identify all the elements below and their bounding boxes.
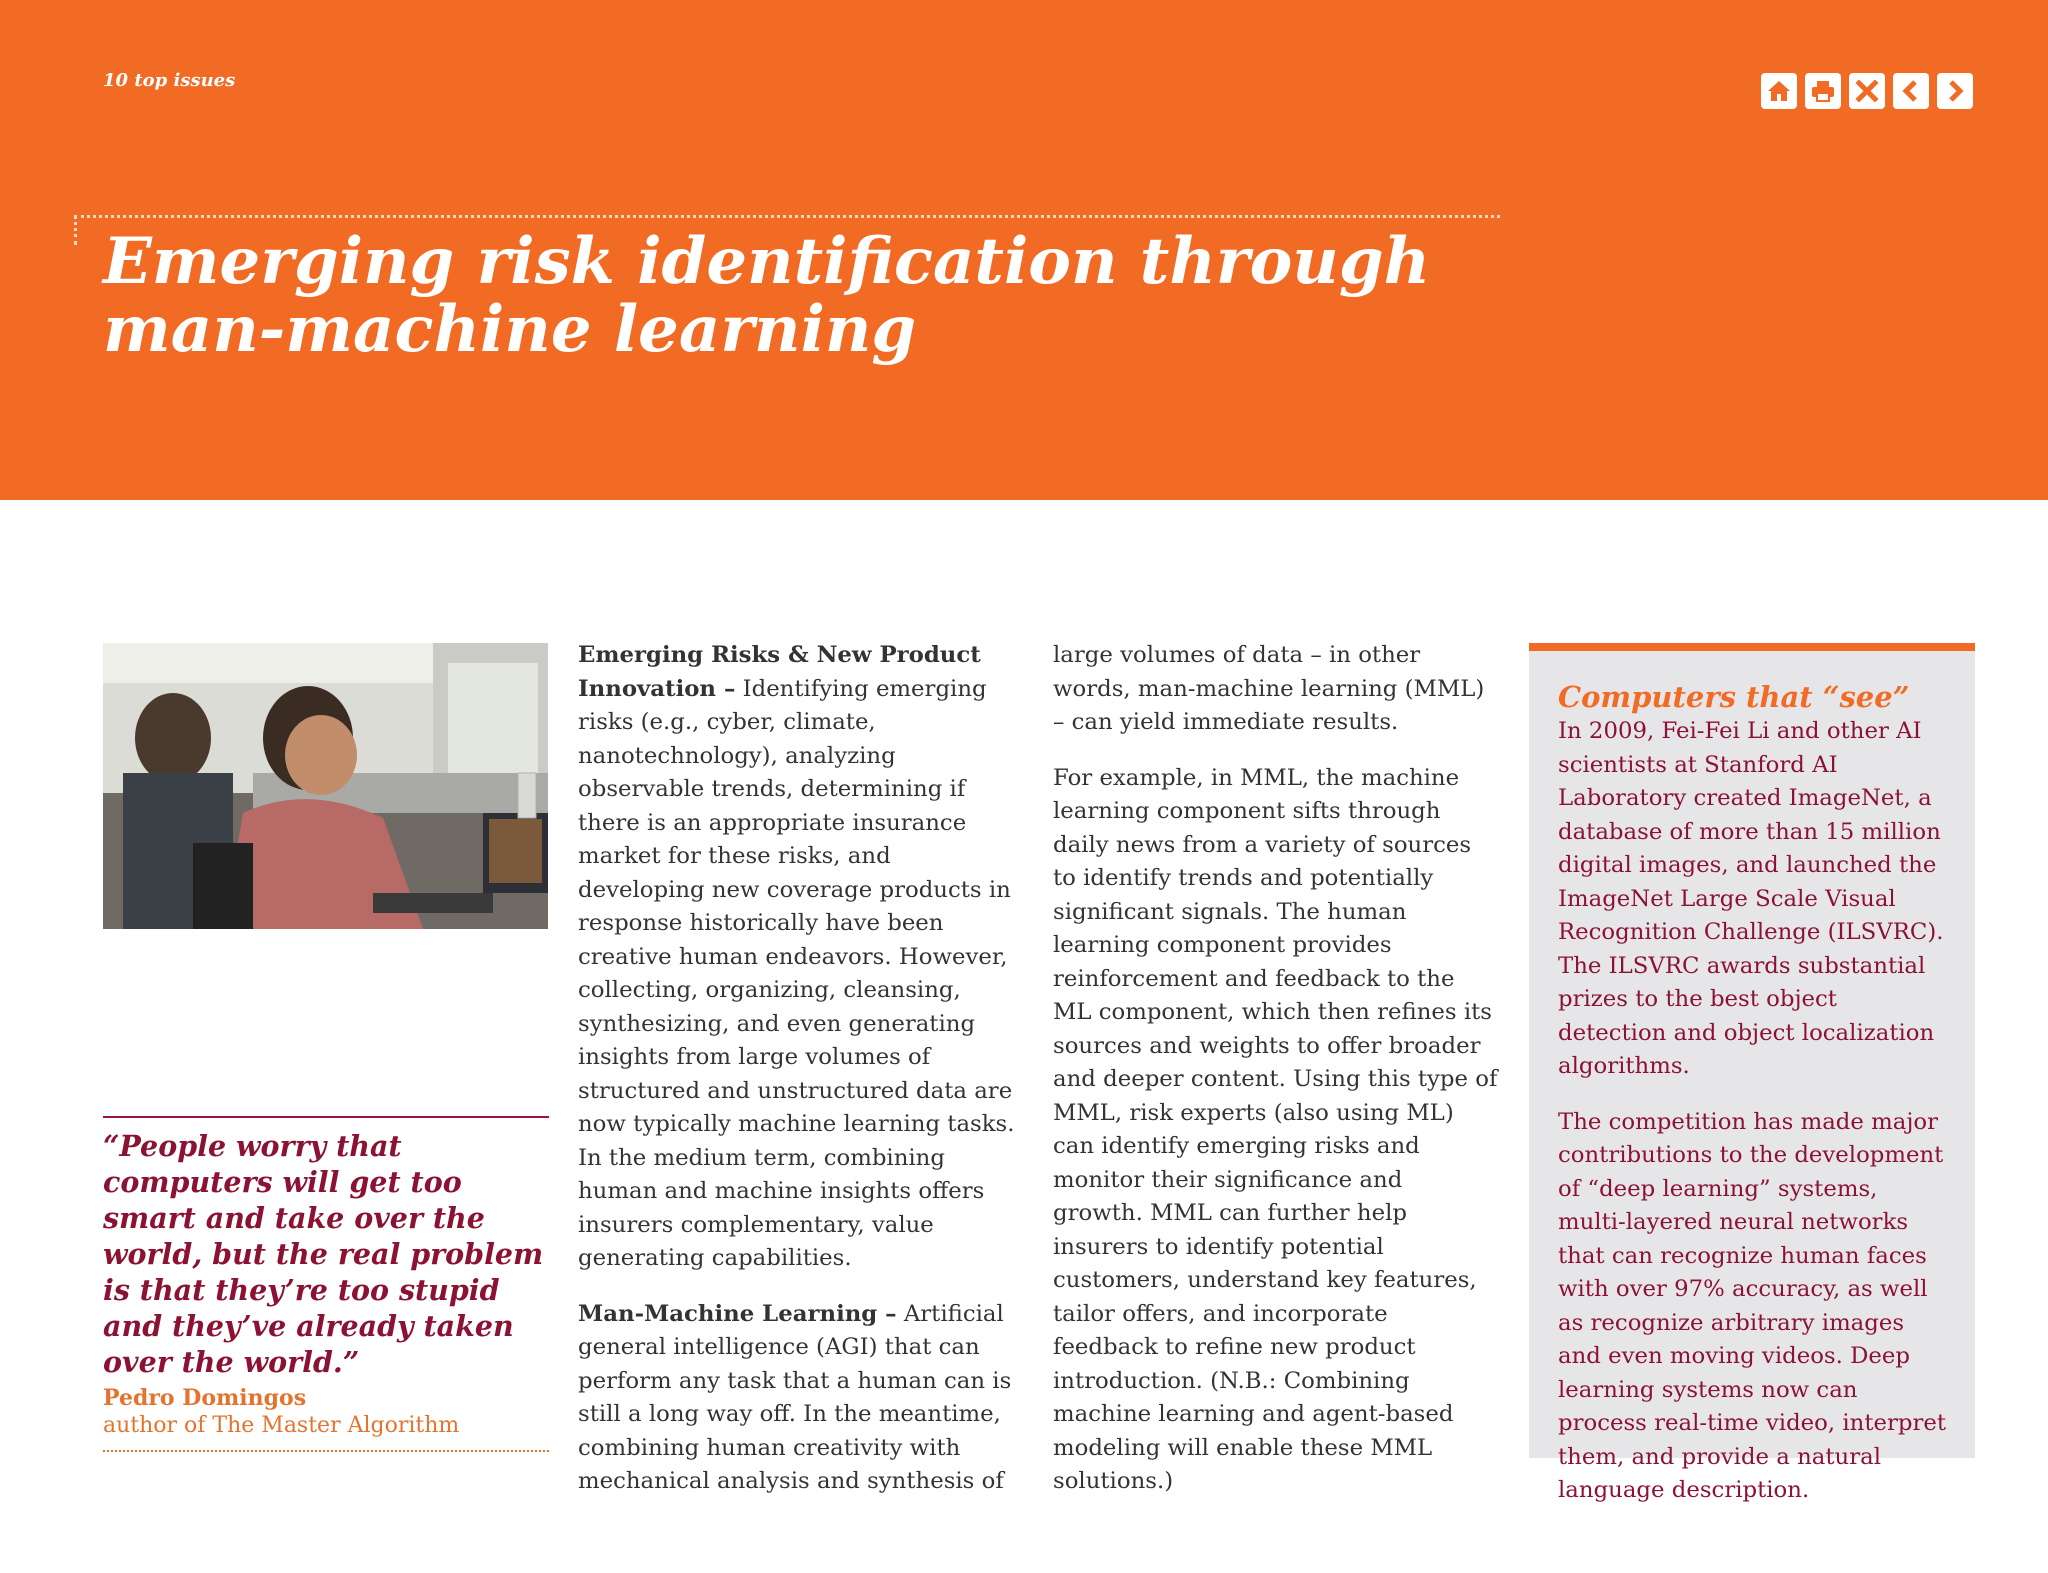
page-title-line-2: man-machine learning [103, 292, 917, 367]
paragraph-heading: Man-Machine Learning – [578, 1300, 897, 1327]
quote-author: Pedro Domingos [103, 1385, 307, 1411]
quote-top-rule [103, 1116, 549, 1118]
chevron-right-icon [1942, 78, 1968, 104]
paragraph-emerging-risks [578, 639, 1023, 1276]
article-column-1 [578, 639, 1023, 1521]
sidebar-paragraph-1: In 2009, Fei-Fei Li and other AI scientists at Stanford AI Laboratory created ImageNet, a database of more than 15 million digital images, and launched the ImageNet Large Scale Visual Recognition Challenge (ILSVRC). The ILSVRC awards substantial prizes to the best object detection and object localization algorithms. [1558, 718, 1944, 1079]
home-icon [1766, 78, 1792, 104]
paragraph-body: Artificial general intelligence (AGI) that can perform any task that a human can is still a long way off. In the meantime, combining human creativity with mechanical analysis and synthesis of [578, 1300, 1012, 1494]
sidebar-box [1529, 643, 1975, 1503]
office-workers-photo [103, 643, 548, 929]
print-button[interactable] [1805, 73, 1841, 109]
page-title-line-1: Emerging risk identification through [103, 224, 1431, 299]
paragraph-man-machine-learning [578, 1298, 1023, 1499]
section-label: 10 top issues [103, 70, 236, 91]
office-workers-illustration [103, 643, 548, 929]
chevron-left-icon [1898, 78, 1924, 104]
quote-author-role: author of The Master Algorithm [103, 1413, 460, 1438]
quote-text: “People worry that computers will get too smart and take over the world, but the real problem is that they’re too stupid and they’ve already taken over the world.” [103, 1129, 544, 1379]
paragraph-heading: Emerging Risks & New Product Innovation – [578, 642, 981, 702]
article-column-2 [1053, 639, 1498, 1521]
paragraph-continuation: large volumes of data – in other words, man-machine learning (MML) – can yield immediate results. [1053, 642, 1485, 735]
close-icon [1854, 78, 1880, 104]
home-button[interactable] [1761, 73, 1797, 109]
title-dotted-rule [74, 215, 1500, 218]
sidebar-paragraph-2: The competition has made major contributions to the development of “deep learning” systems, multi-layered neural networks that can recognize human faces with over 97% accuracy, as well as recognize arbitrary images and even moving videos. Deep learning systems now can process real-time video, interpret them, and provide a natural language description. [1558, 1108, 1947, 1503]
close-button[interactable] [1849, 73, 1885, 109]
paragraph-body: Identifying emerging risks (e.g., cyber, climate, nanotechnology), analyzing observable trends, determining if there is an appropriate insurance market for these risks, and developing new coverage products in response historically have been creative human endeavors. However, collecting, organizing, cleansing, synthesizing, and even generating insights from large volumes of structured and unstructured data are now typically machine learning tasks. In the medium term, combining human and machine insights offers insurers complementary, value generating capabilities. [578, 675, 1015, 1271]
previous-page-button[interactable] [1893, 73, 1929, 109]
title-dotted-rule-vertical [74, 215, 77, 245]
header-banner [0, 0, 2048, 500]
paragraph-example: For example, in MML, the machine learning component sifts through daily news from a variety of sources to identify trends and potentially significant signals. The human learning component provides reinforcement and feedback to the ML component, which then refines its sources and weights to offer broader and deeper content. Using this type of MML, risk experts (also using ML) can identify emerging risks and monitor their significance and growth. MML can further help insurers to identify potential customers, understand key features, tailor offers, and incorporate feedback to refine new product introduction. (N.B.: Combining machine learning and agent-based modeling will enable these MML solutions.) [1053, 764, 1498, 1494]
pull-quote [103, 1116, 549, 1452]
quote-bottom-rule [103, 1450, 549, 1452]
sidebar-title: Computers that “see” [1558, 680, 1910, 714]
next-page-button[interactable] [1937, 73, 1973, 109]
print-icon [1810, 78, 1836, 104]
nav-toolbar [1761, 73, 1973, 109]
page-title [103, 224, 1483, 367]
